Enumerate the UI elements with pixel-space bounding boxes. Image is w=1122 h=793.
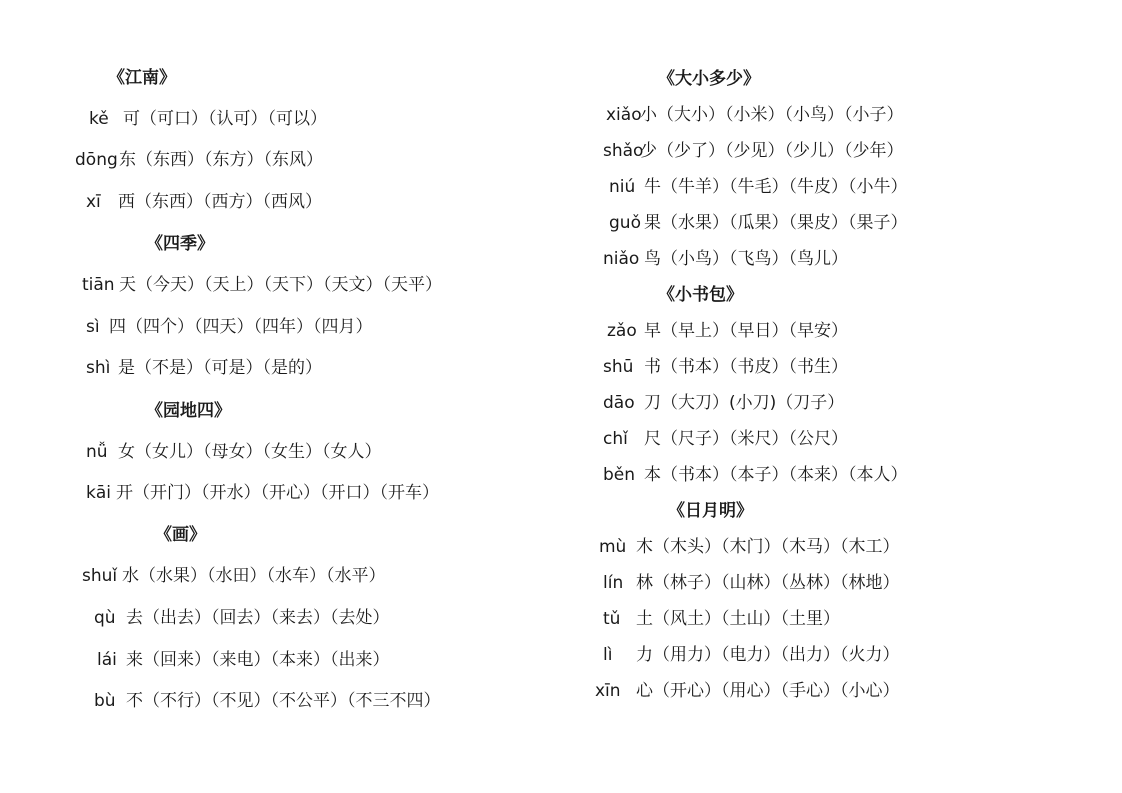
word-list: （大刀）(小刀)（刀子） xyxy=(661,393,845,413)
pinyin: lái xyxy=(97,650,117,670)
vocab-row xyxy=(603,247,848,271)
vocab-row xyxy=(603,391,844,415)
character: 心 xyxy=(636,681,653,701)
character: 林 xyxy=(636,573,653,593)
vocab-row xyxy=(75,148,323,172)
pinyin: chǐ xyxy=(603,429,628,449)
character: 不 xyxy=(126,691,143,711)
pinyin: lín xyxy=(603,573,624,593)
vocab-row xyxy=(603,463,908,487)
section-title-ri-yue-ming: 《日月明》 xyxy=(668,501,753,521)
character: 水 xyxy=(122,566,139,586)
word-list: （尺子）（米尺）（公尺） xyxy=(661,429,848,449)
pinyin: dāo xyxy=(603,393,635,413)
section-title-siji: 《四季》 xyxy=(146,234,214,254)
pinyin: xī xyxy=(86,192,101,212)
word-list: （东西）（西方）（西风） xyxy=(135,192,322,212)
word-list: （四个）（四天）（四年）（四月） xyxy=(126,317,373,337)
word-list: （开心）（用心）（手心）（小心） xyxy=(653,681,900,701)
character: 尺 xyxy=(644,429,661,449)
vocab-row xyxy=(607,319,848,343)
pinyin: bù xyxy=(94,691,116,711)
vocab-row xyxy=(603,607,840,631)
word-list: （牛羊）（牛毛）（牛皮）（小牛） xyxy=(661,177,908,197)
pinyin: xiǎo xyxy=(606,105,642,125)
character: 开 xyxy=(116,483,133,503)
vocab-row xyxy=(94,606,390,630)
character: 牛 xyxy=(644,177,661,197)
vocab-row xyxy=(97,648,390,672)
vocab-row xyxy=(603,427,848,451)
vocab-row xyxy=(609,211,908,235)
word-list: （小鸟）（飞鸟）（鸟儿） xyxy=(661,249,848,269)
character: 是 xyxy=(118,358,135,378)
pinyin: niú xyxy=(609,177,636,197)
pinyin: niǎo xyxy=(603,249,640,269)
vocab-row xyxy=(86,481,439,505)
vocab-row xyxy=(86,440,382,464)
pinyin: dōng xyxy=(75,150,118,170)
section-title-xiao-shubao: 《小书包》 xyxy=(658,285,743,305)
word-list: （早上）（早日）（早安） xyxy=(661,321,848,341)
word-list: （书本）（本子）（本来）（本人） xyxy=(661,465,908,485)
section-title-jiangnan: 《江南》 xyxy=(108,68,176,88)
vocab-row xyxy=(603,643,900,667)
vocab-row xyxy=(82,564,386,588)
word-list: （木头）（木门）（木马）（木工） xyxy=(653,537,900,557)
pinyin: xīn xyxy=(595,681,621,701)
word-list: （不行）（不见）（不公平）（不三不四） xyxy=(143,691,441,711)
character: 木 xyxy=(636,537,653,557)
word-list: （大小）（小米）（小鸟）（小子） xyxy=(657,105,904,125)
word-list: （东西）（东方）（东风） xyxy=(136,150,323,170)
pinyin: shǎo xyxy=(603,141,644,161)
word-list: （用力）（电力）（出力）（火力） xyxy=(653,645,900,665)
character: 少 xyxy=(640,141,657,161)
pinyin: guǒ xyxy=(609,213,641,233)
vocab-row xyxy=(86,356,322,380)
vocab-row xyxy=(94,689,441,713)
pinyin: kě xyxy=(89,109,109,129)
character: 土 xyxy=(636,609,653,629)
word-list: （风土）（土山）（土里） xyxy=(653,609,840,629)
word-list: （林子）（山林）（丛林）（林地） xyxy=(653,573,900,593)
pinyin: lì xyxy=(603,645,613,665)
section-title-yuandi-si: 《园地四》 xyxy=(146,401,231,421)
pinyin: běn xyxy=(603,465,636,485)
pinyin: qù xyxy=(94,608,116,628)
vocab-row xyxy=(599,535,900,559)
section-title-daxiao-duoshao: 《大小多少》 xyxy=(658,69,760,89)
word-list: （少了）（少见）（少儿）（少年） xyxy=(657,141,904,161)
vocab-row xyxy=(603,139,904,163)
character: 本 xyxy=(644,465,661,485)
word-list: （开门）（开水）（开心）（开口）（开车） xyxy=(133,483,439,503)
character: 小 xyxy=(640,105,657,125)
pinyin: shuǐ xyxy=(82,566,118,586)
word-list: （出去）（回去）（来去）（去处） xyxy=(143,608,390,628)
pinyin: shì xyxy=(86,358,111,378)
character: 四 xyxy=(109,317,126,337)
character: 果 xyxy=(644,213,661,233)
pinyin: sì xyxy=(86,317,100,337)
character: 早 xyxy=(644,321,661,341)
word-list: （不是）（可是）（是的） xyxy=(135,358,322,378)
vocab-row xyxy=(609,175,908,199)
character: 西 xyxy=(118,192,135,212)
character: 鸟 xyxy=(644,249,661,269)
character: 力 xyxy=(636,645,653,665)
pinyin: mù xyxy=(599,537,627,557)
pinyin: shū xyxy=(603,357,634,377)
pinyin: tǔ xyxy=(603,609,621,629)
vocab-row xyxy=(82,273,442,297)
character: 东 xyxy=(119,150,136,170)
pinyin: kāi xyxy=(86,483,111,503)
word-list: （回来）（来电）（本来）（出来） xyxy=(143,650,390,670)
character: 天 xyxy=(119,275,136,295)
vocab-row xyxy=(89,107,327,131)
vocab-row xyxy=(86,190,322,214)
word-list: （今天）（天上）（天下）（天文）（天平） xyxy=(136,275,442,295)
vocab-row xyxy=(606,103,904,127)
vocab-row xyxy=(86,315,373,339)
word-list: （女儿）（母女）（女生）（女人） xyxy=(135,442,382,462)
vocab-row xyxy=(603,355,848,379)
character: 书 xyxy=(644,357,661,377)
vocab-row xyxy=(595,679,900,703)
word-list: （水果）（水田）（水车）（水平） xyxy=(139,566,386,586)
character: 可 xyxy=(123,109,140,129)
pinyin: tiān xyxy=(82,275,115,295)
section-title-hua: 《画》 xyxy=(155,525,206,545)
character: 来 xyxy=(126,650,143,670)
word-list: （可口）（认可）（可以） xyxy=(140,109,327,129)
character: 女 xyxy=(118,442,135,462)
word-list: （书本）（书皮）（书生） xyxy=(661,357,848,377)
character: 去 xyxy=(126,608,143,628)
word-list: （水果）（瓜果）（果皮）（果子） xyxy=(661,213,908,233)
character: 刀 xyxy=(644,393,661,413)
pinyin: nǚ xyxy=(86,442,108,462)
pinyin: zǎo xyxy=(607,321,637,341)
vocab-row xyxy=(603,571,900,595)
